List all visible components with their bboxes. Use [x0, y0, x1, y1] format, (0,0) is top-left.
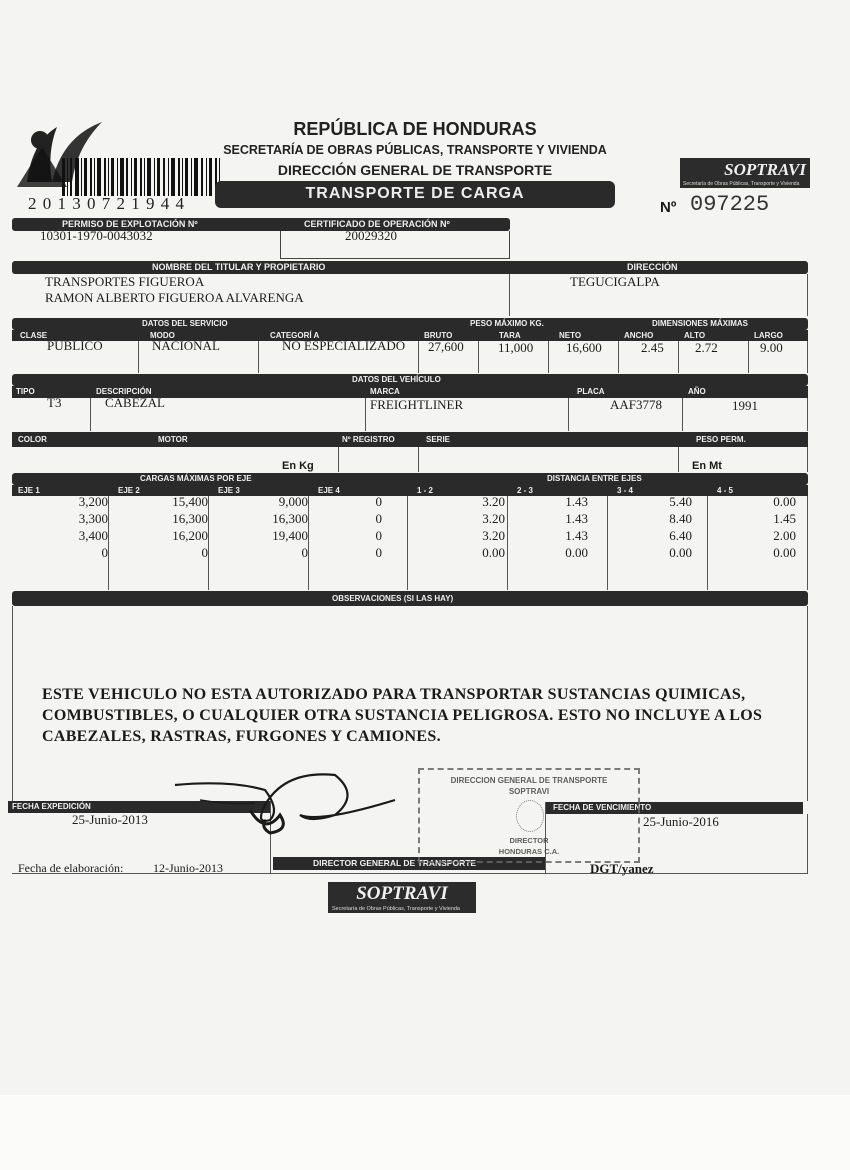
motor-label: MOTOR [158, 435, 188, 444]
categoria-value: NO ESPECIALIZADO [282, 338, 406, 353]
elaboracion-label: Fecha de elaboración: [18, 861, 124, 875]
axle-cell: 3,400 [78, 528, 108, 543]
vehicle-details-divider-2 [418, 447, 419, 472]
soptravi-logo-text: SOPTRAVI [724, 160, 806, 179]
marca-value: FREIGHTLINER [370, 397, 464, 412]
axle-cell: 0 [301, 545, 308, 560]
doc-type-title: TRANSPORTE DE CARGA [305, 185, 525, 202]
vehicle-details-bar [12, 432, 808, 447]
cargas-label: CARGAS MÁXIMAS POR EJE [140, 474, 252, 483]
axle-col-3: EJE 3 [218, 486, 240, 495]
observations-label-bar [12, 591, 808, 606]
axle-cell: 0.00 [669, 545, 692, 560]
axle-right-border [807, 496, 808, 590]
fecha-exp-value: 25-Junio-2013 [72, 812, 148, 827]
director-signature [170, 765, 410, 845]
axle-cell: 2.00 [773, 528, 796, 543]
service-label-bar [12, 318, 808, 330]
observations-right-border [807, 606, 808, 801]
vehicle-divider-3 [568, 398, 569, 431]
vehicle-divider-1 [90, 398, 91, 431]
alto-value: 2.72 [695, 340, 718, 355]
axle-col-7: 3 - 4 [617, 486, 634, 495]
ancho-value: 2.45 [641, 340, 664, 355]
owner-label-bar [12, 261, 808, 274]
axle-col-5: 1 - 2 [417, 486, 434, 495]
tipo-value: T3 [47, 395, 62, 410]
largo-value: 9.00 [760, 340, 783, 355]
bruto-label: BRUTO [424, 331, 453, 340]
axle-divider-3 [308, 496, 309, 590]
axle-cell: 6.40 [669, 528, 692, 543]
axle-cell: 0.00 [773, 494, 796, 509]
stamp-emblem-icon [516, 800, 544, 832]
axle-col-1: EJE 1 [18, 486, 40, 495]
ano-value: 1991 [732, 398, 758, 413]
clase-label: CLASE [20, 331, 48, 340]
fecha-venc-value: 25-Junio-2016 [643, 814, 719, 829]
soptravi-logo-top [680, 158, 810, 188]
axle-divider-7 [707, 496, 708, 590]
modo-label: MODO [150, 331, 175, 340]
axle-cell: 19,400 [272, 528, 308, 543]
service-divider-8 [748, 341, 749, 373]
axles-label-bar [12, 473, 808, 485]
owner-direccion-label: DIRECCIÓN [627, 262, 678, 272]
owner-divider [509, 274, 510, 316]
folio-number: 097225 [690, 192, 770, 217]
ministry-title: SECRETARÍA DE OBRAS PÚBLICAS, TRANSPORTE Y VIVIENDA [223, 143, 607, 157]
observations-line-2: COMBUSTIBLES, O CUALQUIER OTRA SUSTANCIA PELIGROSA. ESTO NO INCLUYE A LOS [42, 707, 763, 724]
service-divider-1 [138, 341, 139, 373]
axle-cell: 1.43 [565, 494, 588, 509]
peso-maximo-label: PESO MÁXIMO KG. [470, 319, 544, 328]
soptravi-logo-subtitle: Secretaría de Obras Públicas, Transporte y Vivienda [683, 181, 800, 187]
observations-line-1: ESTE VEHICULO NO ESTA AUTORIZADO PARA TRANSPORTAR SUSTANCIAS QUIMICAS, [42, 686, 746, 703]
fecha-venc-label: FECHA DE VENCIMIENTO [553, 803, 652, 812]
service-divider-2 [258, 341, 259, 373]
director-label: DIRECTOR GENERAL DE TRANSPORTE [313, 858, 477, 868]
vehicle-details-divider-1 [338, 447, 339, 472]
axle-cell: 0 [375, 528, 382, 543]
directorate-title: DIRECCIÓN GENERAL DE TRANSPORTE [277, 162, 553, 178]
stamp-line-2: SOPTRAVI [508, 787, 550, 796]
axle-cell: 15,400 [172, 494, 208, 509]
soptravi-logo-bottom-text: SOPTRAVI [356, 883, 448, 904]
service-divider-6 [618, 341, 619, 373]
axle-divider-5 [507, 496, 508, 590]
axle-cell: 0 [201, 545, 208, 560]
vehicle-divider-2 [365, 398, 366, 431]
footer-bottom-line [12, 873, 808, 874]
service-columns-bar [12, 330, 808, 341]
categoria-label: CATEGORÍ A [270, 331, 320, 340]
tara-value: 11,000 [498, 340, 534, 355]
stamp-line-1: DIRECCION GENERAL DE TRANSPORTE [450, 776, 608, 785]
axle-cell: 0.00 [482, 545, 505, 560]
observations-label: OBSERVACIONES (SI LAS HAY) [332, 594, 454, 603]
service-divider-4 [478, 341, 479, 373]
vehicle-section-label: DATOS DEL VEHÍCULO [352, 375, 441, 384]
en-mt-label: En Mt [692, 460, 722, 472]
vehicle-details-right-border [807, 447, 808, 472]
certificado-value: 20029320 [345, 228, 397, 243]
permiso-value: 10301-1970-0043032 [40, 228, 153, 243]
axle-divider-6 [607, 496, 608, 590]
ancho-label: ANCHO [624, 331, 654, 340]
dimensiones-label: DIMENSIONES MÁXIMAS [652, 319, 749, 328]
modo-value: NACIONAL [152, 338, 220, 353]
vehicle-divider-4 [682, 398, 683, 431]
official-stamp [418, 768, 640, 863]
tipo-label: TIPO [16, 387, 35, 396]
service-divider-7 [678, 341, 679, 373]
axle-divider-2 [208, 496, 209, 590]
axle-cell: 0 [375, 545, 382, 560]
axle-cell: 8.40 [669, 511, 692, 526]
en-kg-label: En Kg [282, 460, 314, 472]
vehicle-right-border [807, 398, 808, 431]
bruto-value: 27,600 [428, 339, 464, 354]
soptravi-logo-bottom-subtitle: Secretaría de Obras Públicas, Transporte y Vivienda [332, 906, 460, 912]
ano-label: AÑO [688, 387, 706, 396]
axle-cell: 0.00 [565, 545, 588, 560]
certificado-label: CERTIFICADO DE OPERACIÓN Nº [304, 219, 450, 229]
axle-col-8: 4 - 5 [717, 486, 734, 495]
descripcion-label: DESCRIPCIÓN [96, 387, 152, 396]
permiso-label: PERMISO DE EXPLOTACIÓN Nº [62, 219, 198, 229]
serie-label: SERIE [426, 435, 451, 444]
axle-cell: 16,300 [172, 511, 208, 526]
tara-label: TARA [499, 331, 521, 340]
axle-col-6: 2 - 3 [517, 486, 534, 495]
owner-right-border [807, 274, 808, 316]
axle-cell: 3.20 [482, 528, 505, 543]
clase-value: PUBLICO [47, 338, 103, 353]
country-title: REPÚBLICA DE HONDURAS [293, 119, 537, 139]
axle-col-4: EJE 4 [318, 486, 340, 495]
observations-line-3: CABEZALES, RASTRAS, FURGONES Y CAMIONES. [42, 728, 441, 745]
fecha-exp-label: FECHA EXPEDICIÓN [12, 802, 91, 811]
vehicle-details-divider-3 [678, 447, 679, 472]
axle-divider-1 [108, 496, 109, 590]
axle-cell: 0 [375, 494, 382, 509]
service-divider-5 [548, 341, 549, 373]
axle-cell: 3,300 [78, 511, 108, 526]
largo-label: LARGO [754, 331, 783, 340]
stamp-line-4: HONDURAS C.A. [498, 847, 560, 856]
owner-name-label: NOMBRE DEL TITULAR Y PROPIETARIO [152, 262, 326, 272]
vehicle-label-bar [12, 374, 808, 386]
owner-name-line1: TRANSPORTES FIGUEROA [45, 274, 205, 289]
axle-cell: 1.43 [565, 528, 588, 543]
axle-cell: 3,200 [78, 494, 108, 509]
placa-label: PLACA [577, 387, 605, 396]
service-divider-3 [418, 341, 419, 373]
owner-direccion: TEGUCIGALPA [570, 274, 660, 289]
color-label: COLOR [18, 435, 47, 444]
axle-cell: 16,200 [172, 528, 208, 543]
axle-cell: 0.00 [773, 545, 796, 560]
marca-label: MARCA [370, 387, 400, 396]
axle-cell: 0 [375, 511, 382, 526]
service-right-border [807, 341, 808, 373]
alto-label: ALTO [684, 331, 706, 340]
elaboracion-value: 12-Junio-2013 [153, 861, 223, 875]
observations-left-border [12, 606, 13, 801]
axle-cell: 9,000 [278, 494, 308, 509]
peso-perm-label: PESO PERM. [696, 435, 746, 444]
axle-cell: 5.40 [669, 494, 692, 509]
axle-cell: 1.45 [773, 511, 796, 526]
barcode-number: 2 0 1 3 0 7 2 1 9 4 4 [28, 194, 185, 213]
axle-divider-4 [407, 496, 408, 590]
axle-cell: 0 [101, 545, 108, 560]
neto-label: NETO [559, 331, 582, 340]
service-section-label: DATOS DEL SERVICIO [142, 319, 228, 328]
folio-prefix: Nº [660, 199, 677, 216]
axle-cell: 3.20 [482, 494, 505, 509]
distancia-label: DISTANCIA ENTRE EJES [547, 474, 642, 483]
axle-cell: 16,300 [272, 511, 308, 526]
placa-value: AAF3778 [610, 397, 663, 412]
neto-value: 16,600 [566, 340, 602, 355]
descripcion-value: CABEZAL [105, 395, 165, 410]
stamp-line-3: DIRECTOR [509, 836, 549, 845]
footer-right-border [807, 814, 808, 873]
registro-label: Nº REGISTRO [342, 435, 395, 444]
soptravi-logo-bottom [328, 882, 476, 913]
axle-cell: 3.20 [482, 511, 505, 526]
owner-name-line2: RAMON ALBERTO FIGUEROA ALVARENGA [45, 290, 304, 305]
axle-col-2: EJE 2 [118, 486, 140, 495]
scan-bottom-margin [0, 1095, 850, 1170]
initials: DGT/yanez [590, 861, 654, 876]
permits-box [280, 231, 510, 259]
axle-cell: 1.43 [565, 511, 588, 526]
